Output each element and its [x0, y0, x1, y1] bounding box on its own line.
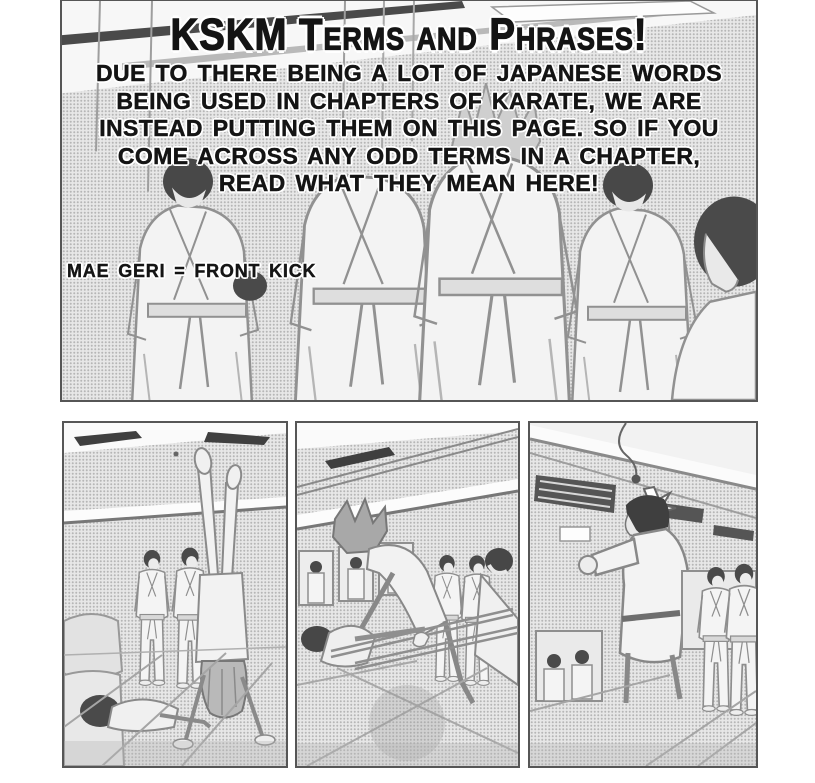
- panel-punch: [528, 421, 758, 768]
- intro-line: INSTEAD PUTTING THEM ON THIS PAGE. SO IF YOU: [99, 115, 719, 141]
- floor-strike-art: [297, 423, 518, 766]
- term-definition: MAE GERI = FRONT KICK: [67, 261, 317, 281]
- intro-line: DUE TO THERE BEING A LOT OF JAPANESE WORDS: [95, 60, 723, 86]
- handstand-art: [64, 423, 286, 766]
- intro-line: BEING USED IN CHAPTERS OF KARATE, WE ARE: [116, 87, 702, 114]
- intro-line: READ WHAT THEY MEAN HERE!: [218, 170, 600, 196]
- intro-line: COME ACROSS ANY ODD TERMS IN A CHAPTER,: [117, 142, 701, 169]
- page-title: KSKM Terms and Phrases!: [170, 10, 648, 60]
- panel-floor-strike: [295, 421, 520, 768]
- header-panel: [60, 0, 758, 402]
- intro-text: [62, 60, 756, 198]
- punch-art: [530, 423, 756, 766]
- panel-handstand: [62, 421, 288, 768]
